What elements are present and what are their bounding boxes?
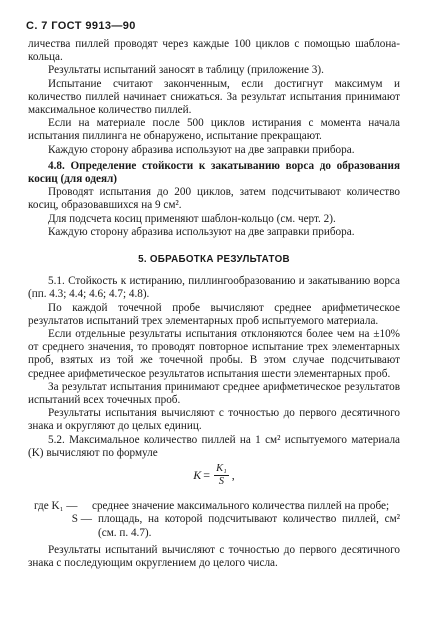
subsection-number: 4.8. [48, 159, 65, 172]
paragraph: Каждую сторону абразива используют на две заправки прибора. [48, 225, 355, 238]
definition-row [28, 500, 400, 513]
formula [28, 463, 400, 488]
paragraph: Испытание считают законченным, если достигнут максимум и количество пиллей начинает снижаться. За результат испытания принимают максимальное количество пиллей. [28, 77, 400, 117]
paragraph: Если на материале после 500 циклов истирания с момента начала испытания пиллинга не обнаружено, испытание прекращают. [28, 117, 400, 143]
paragraph: личества пиллей проводят через каждые 100 циклов с помощью шаблона-кольца. [28, 38, 400, 64]
formula-denominator: S [218, 476, 225, 488]
definition-symbol: S — [71, 513, 92, 526]
paragraph: Если отдельные результаты испытания отклоняются более чем на ±10% от среднего значения, то проводят повторное испытание трех элементарных проб, взятых из той же точечной пробы. В этом случае подсчитывают среднее арифметическое результатов испытания шести элементарных проб. [28, 328, 400, 380]
page-header: С. 7 ГОСТ 9913—90 [26, 20, 136, 32]
subsection-heading-4-8 [28, 160, 400, 186]
formula-numerator: K₁ [216, 463, 227, 475]
formula-equals: = [203, 467, 211, 482]
paragraph: Каждую сторону абразива используют на две заправки прибора. [48, 143, 355, 156]
definition-text: площадь, на которой подсчитывают количество пиллей, см² (см. п. 4.7). [98, 513, 400, 539]
document-body [28, 38, 400, 570]
definition-symbol: где K₁ — [34, 500, 78, 513]
section-heading-5: 5. ОБРАБОТКА РЕЗУЛЬТАТОВ [138, 254, 290, 266]
definition-row [28, 513, 400, 539]
paragraph: По каждой точечной пробе вычисляют среднее арифметическое результатов испытаний трех элементарных проб испытуемого материала. [28, 301, 400, 327]
subsection-title: Определение стойкости к закатыванию ворса до образования косиц (для одеял) [28, 159, 401, 186]
paragraph: Результаты испытаний заносят в таблицу (приложение 3). [48, 64, 324, 77]
paragraph: 5.1. Стойкость к истиранию, пиллингообразованию и закатыванию ворса (пп. 4.3; 4.4; 4.6; 4.7; 4.8). [28, 275, 400, 301]
definition-text: среднее значение максимального количества пиллей на пробе; [92, 500, 390, 513]
paragraph: Для подсчета косиц применяют шаблон-кольцо (см. черт. 2). [48, 212, 336, 225]
paragraph: За результат испытания принимают среднее арифметическое результатов испытаний всех точечных проб. [28, 380, 400, 407]
paragraph: Результаты испытания вычисляют с точностью до первого десятичного знака и округляют до целых единиц. [28, 407, 400, 433]
paragraph: Проводят испытания до 200 циклов, затем подсчитывают количество косиц, образовавшихся на 9 см². [28, 186, 400, 212]
definitions-list [28, 500, 400, 540]
paragraph: 5.2. Максимальное количество пиллей на 1 см² испытуемого материала (K) вычисляют по формуле [28, 433, 400, 459]
formula-fraction [214, 463, 229, 488]
formula-tail: , [231, 467, 235, 482]
formula-lhs: K [193, 467, 202, 482]
paragraph: Результаты испытаний вычисляют с точностью до первого десятичного знака с последующим округлением до целого числа. [28, 543, 400, 569]
